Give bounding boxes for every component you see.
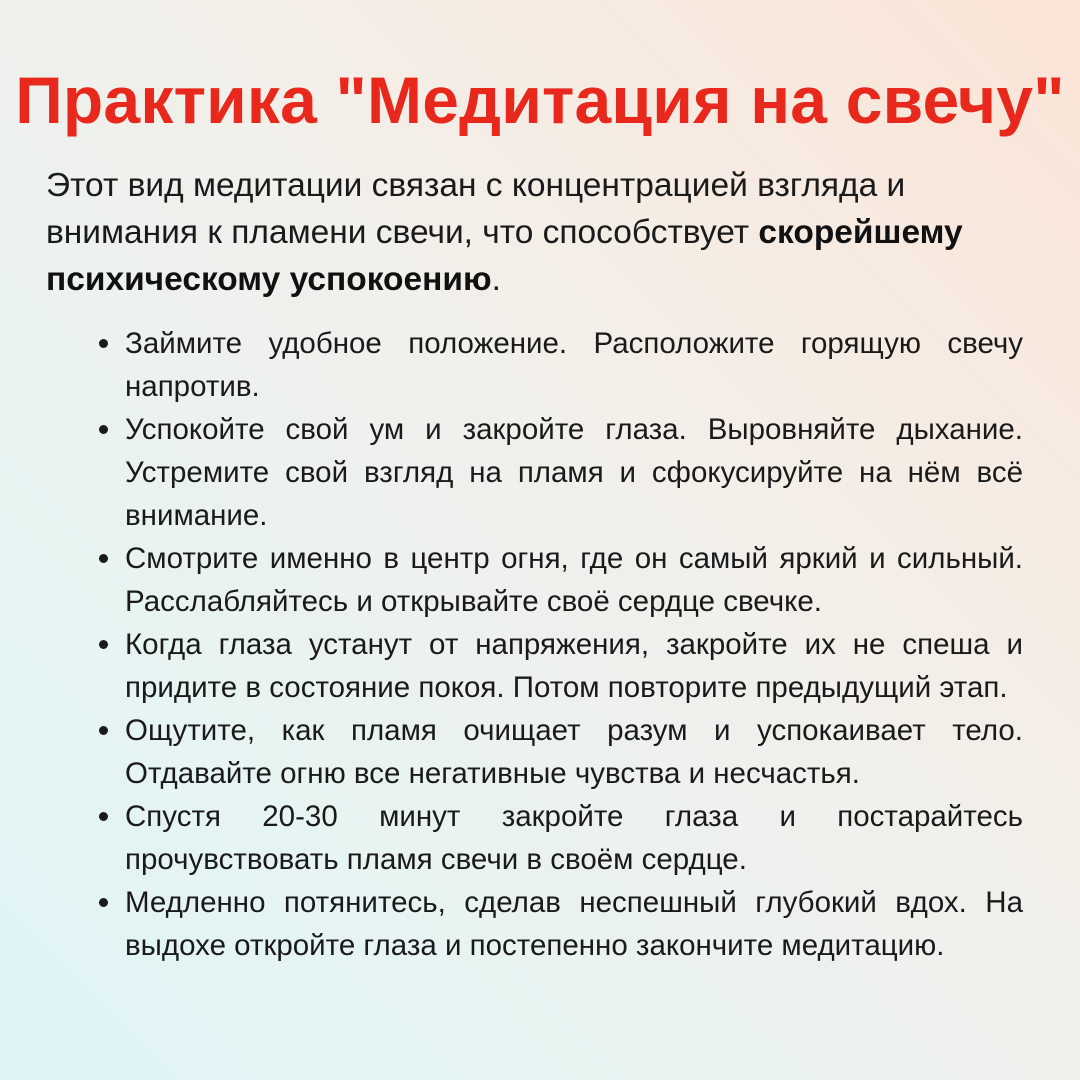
bullet-icon [99, 425, 108, 434]
step-text: Успокойте свой ум и закройте глаза. Выровняйте дыхание. Устремите свой взгляд на пламя и сфокусируйте на нём всё внимание. [125, 413, 1023, 532]
step-text: Медленно потянитесь, сделав неспешный глубокий вдох. На выдохе откройте глаза и постепенно закончите медитацию. [125, 886, 1023, 962]
intro-end: . [491, 261, 501, 298]
bullet-icon [99, 898, 108, 907]
steps-list [0, 322, 1080, 967]
list-item [125, 795, 1023, 881]
list-item [125, 623, 1023, 709]
bullet-icon [99, 812, 108, 821]
step-text: Спустя 20-30 минут закройте глаза и постарайтесь прочувствовать пламя свечи в своём сердце. [125, 800, 1023, 876]
bullet-icon [99, 339, 108, 348]
list-item [125, 537, 1023, 623]
intro-text: Этот вид медитации связан с концентрацией взгляда и внимания к пламени свечи, что способствует [46, 167, 906, 251]
bullet-icon [99, 554, 108, 563]
step-text: Займите удобное положение. Расположите горящую свечу напротив. [125, 327, 1023, 403]
intro-paragraph [46, 162, 1046, 303]
list-item [125, 322, 1023, 408]
step-text: Смотрите именно в центр огня, где он самый яркий и сильный. Расслабляйтесь и открывайте своё сердце свечке. [125, 542, 1023, 618]
step-text: Когда глаза устанут от напряжения, закройте их не спеша и придите в состояние покоя. Потом повторите предыдущий этап. [125, 628, 1023, 704]
step-text: Ощутите, как пламя очищает разум и успокаивает тело. Отдавайте огню все негативные чувства и несчастья. [125, 714, 1023, 790]
bullet-icon [99, 726, 108, 735]
list-item [125, 881, 1023, 967]
list-item [125, 408, 1023, 537]
page-title: Практика "Медитация на свечу" [15, 63, 1065, 137]
intro-emphasis: скорейшему психическому успокоению [46, 214, 963, 298]
bullet-icon [99, 640, 108, 649]
list-item [125, 709, 1023, 795]
